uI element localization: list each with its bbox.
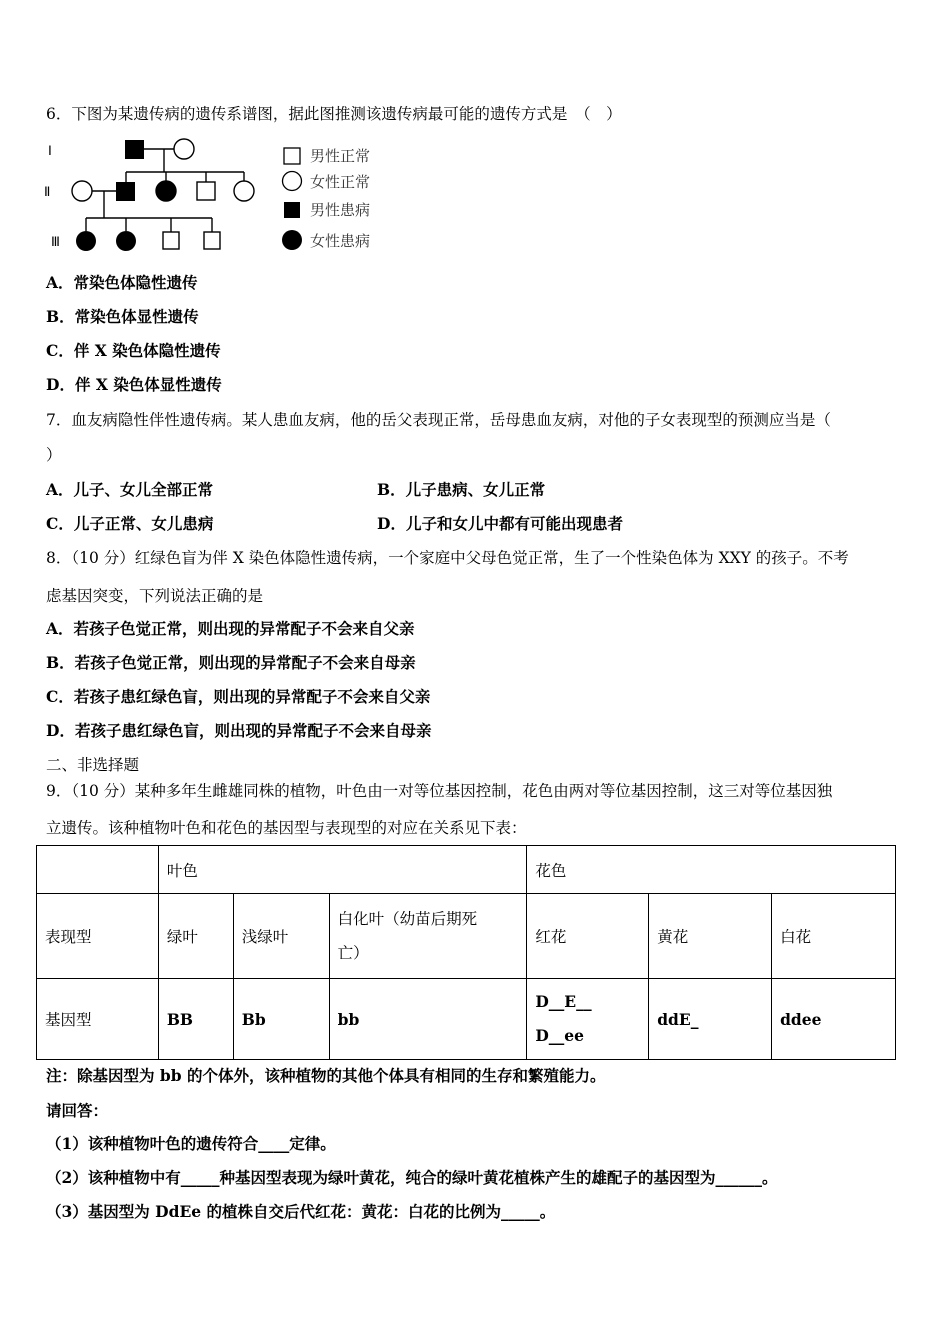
q6-option-b: B．常染色体显性遗传 <box>46 307 199 326</box>
q9-stem-line2: 立遗传。该种植物叶色和花色的基因型与表现型的对应在关系见下表： <box>46 819 527 837</box>
q7-option-c: C．儿子正常、女儿患病 <box>46 514 214 533</box>
gen-label-3: Ⅲ <box>51 234 60 249</box>
pedigree-II3-normal-male <box>197 182 215 200</box>
q9-sub-2: （2）该种植物中有_____种基因型表现为绿叶黄花，纯合的绿叶黄花植株产生的雄配子的基因型为______。 <box>46 1168 778 1187</box>
q9-prompt: 请回答： <box>46 1101 109 1120</box>
q9-note: 注：除基因型为 bb 的个体外，该种植物的其他个体具有相同的生存和繁殖能力。 <box>46 1066 606 1085</box>
pedigree-II4-normal-female <box>234 181 254 201</box>
legend-affected-male: 男性患病 <box>310 201 371 219</box>
q9-sub-3: （3）基因型为 DdEe 的植株自交后代红花：黄花：白花的比例为_____。 <box>46 1202 556 1221</box>
phenotype-green-leaf: 绿叶 <box>158 894 233 979</box>
q6-stem: 6．下图为某遗传病的遗传系谱图，据此图推测该遗传病最可能的遗传方式是 （ ） <box>46 105 622 123</box>
albino-leaf-line2: 亡） <box>337 944 369 962</box>
legend-affected-female: 女性患病 <box>310 232 371 250</box>
albino-leaf-line1: 白化叶（幼苗后期死 <box>337 910 478 928</box>
q8-option-c: C．若孩子患红绿色盲，则出现的异常配子不会来自父亲 <box>46 687 431 706</box>
q6-option-d: D．伴 X 染色体显性遗传 <box>46 375 222 394</box>
pedigree-II2-affected-female <box>156 181 176 201</box>
genotype-red-line1: D__E__ <box>535 992 592 1011</box>
table-row-genotype <box>37 979 896 1060</box>
legend-affected-male-icon <box>284 202 300 218</box>
table-corner-cell <box>37 846 159 894</box>
q9-sub-1: （1）该种植物叶色的遗传符合____定律。 <box>46 1134 336 1153</box>
table-header-row <box>37 846 896 894</box>
gen-label-2: Ⅱ <box>44 184 51 199</box>
pedigree-III4-normal-male <box>204 232 220 249</box>
q8-stem-line2: 虑基因突变，下列说法正确的是 <box>46 587 264 605</box>
legend-normal-female-icon <box>283 172 302 191</box>
genotype-label: 基因型 <box>37 979 159 1060</box>
legend-normal-male-icon <box>284 148 300 164</box>
pedigree-II1-affected-male <box>116 182 135 201</box>
genotype-yellow-flower: ddE_ <box>649 979 772 1060</box>
q7-option-a: A．儿子、女儿全部正常 <box>46 480 214 499</box>
phenotype-label: 表现型 <box>37 894 159 979</box>
genotype-bb: bb <box>329 979 527 1060</box>
genotype-red-line2: D__ee <box>535 1026 584 1045</box>
legend-normal-female: 女性正常 <box>310 173 371 191</box>
q9-stem-line1: 9．（10 分）某种多年生雌雄同株的植物，叶色由一对等位基因控制，花色由两对等位基因控制，这三对等位基因独 <box>46 782 833 800</box>
q8-option-b: B．若孩子色觉正常，则出现的异常配子不会来自母亲 <box>46 653 416 672</box>
genotype-Bb: Bb <box>233 979 329 1060</box>
q6-option-a: A．常染色体隐性遗传 <box>46 273 198 292</box>
leaf-color-header: 叶色 <box>158 846 527 894</box>
pedigree-III1-affected-female <box>76 231 96 251</box>
q7-stem-line1: 7．血友病隐性伴性遗传病。某人患血友病，他的岳父表现正常，岳母患血友病，对他的子女表现型的预测应当是（ <box>46 411 831 429</box>
table-row-phenotype <box>37 894 896 979</box>
q8-option-d: D．若孩子患红绿色盲，则出现的异常配子不会来自母亲 <box>46 721 432 740</box>
genotype-white-flower: ddee <box>772 979 896 1060</box>
phenotype-white-flower: 白花 <box>772 894 896 979</box>
pedigree-I1-affected-male <box>125 140 144 159</box>
q8-option-a: A．若孩子色觉正常，则出现的异常配子不会来自父亲 <box>46 619 415 638</box>
q8-stem-line1: 8．（10 分）红绿色盲为伴 X 染色体隐性遗传病，一个家庭中父母色觉正常，生了一个性染色体为 XXY 的孩子。不考 <box>46 549 849 567</box>
phenotype-red-flower: 红花 <box>527 894 649 979</box>
section-heading: 二、非选择题 <box>46 756 140 774</box>
phenotype-light-green-leaf: 浅绿叶 <box>233 894 329 979</box>
genotype-phenotype-table <box>36 845 896 1060</box>
pedigree-I2-normal-female <box>174 139 194 159</box>
genotype-red-flower <box>527 979 649 1060</box>
gen-label-1: Ⅰ <box>48 143 52 158</box>
flower-color-header: 花色 <box>527 846 896 894</box>
phenotype-albino-leaf <box>329 894 527 979</box>
q7-stem-line2: ） <box>46 446 62 464</box>
pedigree-chart <box>40 132 400 264</box>
pedigree-III3-normal-male <box>163 232 179 249</box>
pedigree-II-spouse-normal-female <box>72 181 92 201</box>
pedigree-III2-affected-female <box>116 231 136 251</box>
q7-option-b: B．儿子患病、女儿正常 <box>377 480 546 499</box>
phenotype-yellow-flower: 黄花 <box>649 894 772 979</box>
legend-affected-female-icon <box>282 230 302 250</box>
q7-option-d: D．儿子和女儿中都有可能出现患者 <box>377 514 623 533</box>
genotype-BB: BB <box>158 979 233 1060</box>
q6-option-c: C．伴 X 染色体隐性遗传 <box>46 341 221 360</box>
legend-normal-male: 男性正常 <box>310 147 371 165</box>
